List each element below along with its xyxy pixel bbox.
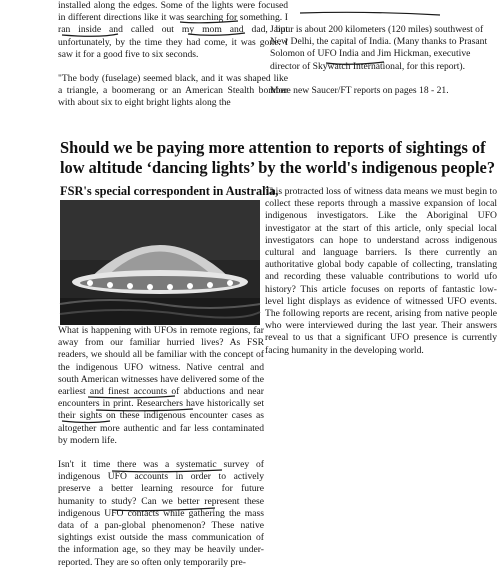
top-right-para-1: Jaipur is about 200 kilometers (120 miles) southwest of New Delhi, the capital of India. (Many thanks to Prasant Solomon of UFO India and Jim Hickman, executive director of Skywatch International, for this report). bbox=[270, 24, 488, 72]
bottom-right-column bbox=[265, 186, 497, 357]
article-headline: Should we be paying more attention to reports of sightings of low altitude ‘dancing lights’ by the world's indigenous people? bbox=[60, 138, 496, 177]
top-left-para-1: installed along the edges. Some of the lights were focused in different directions like it was searching for something. I ran inside and called out my mom and dad, but unfortunately, by the time they had come, it was gone. I saw it for a good five to six seconds. bbox=[58, 0, 288, 60]
ufo-dome-with-lights-photo bbox=[60, 200, 260, 325]
paragraph-gap bbox=[270, 73, 498, 85]
bottom-right-para-1: This protracted loss of witness data means we must begin to collect these reports through a massive expansion of local indigenous investigators. Like the Aboriginal UFO investigator at the start of this article, only special local investigators can hope to understand across indigenous cultural and language barriers. Is there currently an authoritative global body capable of collecting, translating and recording these valuable contributions to world ufo history? This article focuses on reports of fantastic low-level light displays as evidence of witnessed UFO events. The following reports are recent, arising from native people who were interviewed during the last year. Their answers reveal to us that a significant UFO presence is currently facing humanity in the developing world. bbox=[265, 186, 497, 356]
top-right-para-2: More new Saucer/FT reports on pages 18 - 21. bbox=[270, 84, 449, 96]
paragraph-gap bbox=[58, 447, 264, 459]
top-right-column bbox=[270, 24, 498, 97]
paragraph-gap bbox=[58, 61, 288, 73]
bottom-left-para-2: Isn't it time there was a systematic survey of indigenous UFO accounts in order to actively preserve a better learning resource for future humanity to study? Can we better represent these indigenous UFO contacts while gathering the mass data of a pan-global phenomenon? These native sightings exist outside the mass communication of the information age, so they may be heavily under-reported. They are so often only temporarily pre- bbox=[58, 459, 264, 568]
top-left-column bbox=[58, 0, 288, 110]
article-subhead: FSR's special correspondent in Australia, bbox=[60, 184, 279, 198]
top-left-para-2: "The body (fuselage) seemed black, and it was shaped like a triangle, a boomerang or an American Stealth bomber with about six to eight bright lights along the bbox=[58, 73, 288, 109]
ufo-photo bbox=[60, 200, 260, 325]
bottom-left-para-1: What is happening with UFOs in remote regions, far away from our familiar hurried lives? As FSR readers, we should all be familiar with the concept of the indigenous UFO witness. Native central and south American witnesses have delivered some of the earliest and finest accounts of abductions and near encounters in print. Researchers have historically set their sights on these indigenous encounter cases as altogether more authentic and far less contaminated by modern life. bbox=[58, 325, 264, 446]
bottom-left-column bbox=[58, 325, 264, 569]
